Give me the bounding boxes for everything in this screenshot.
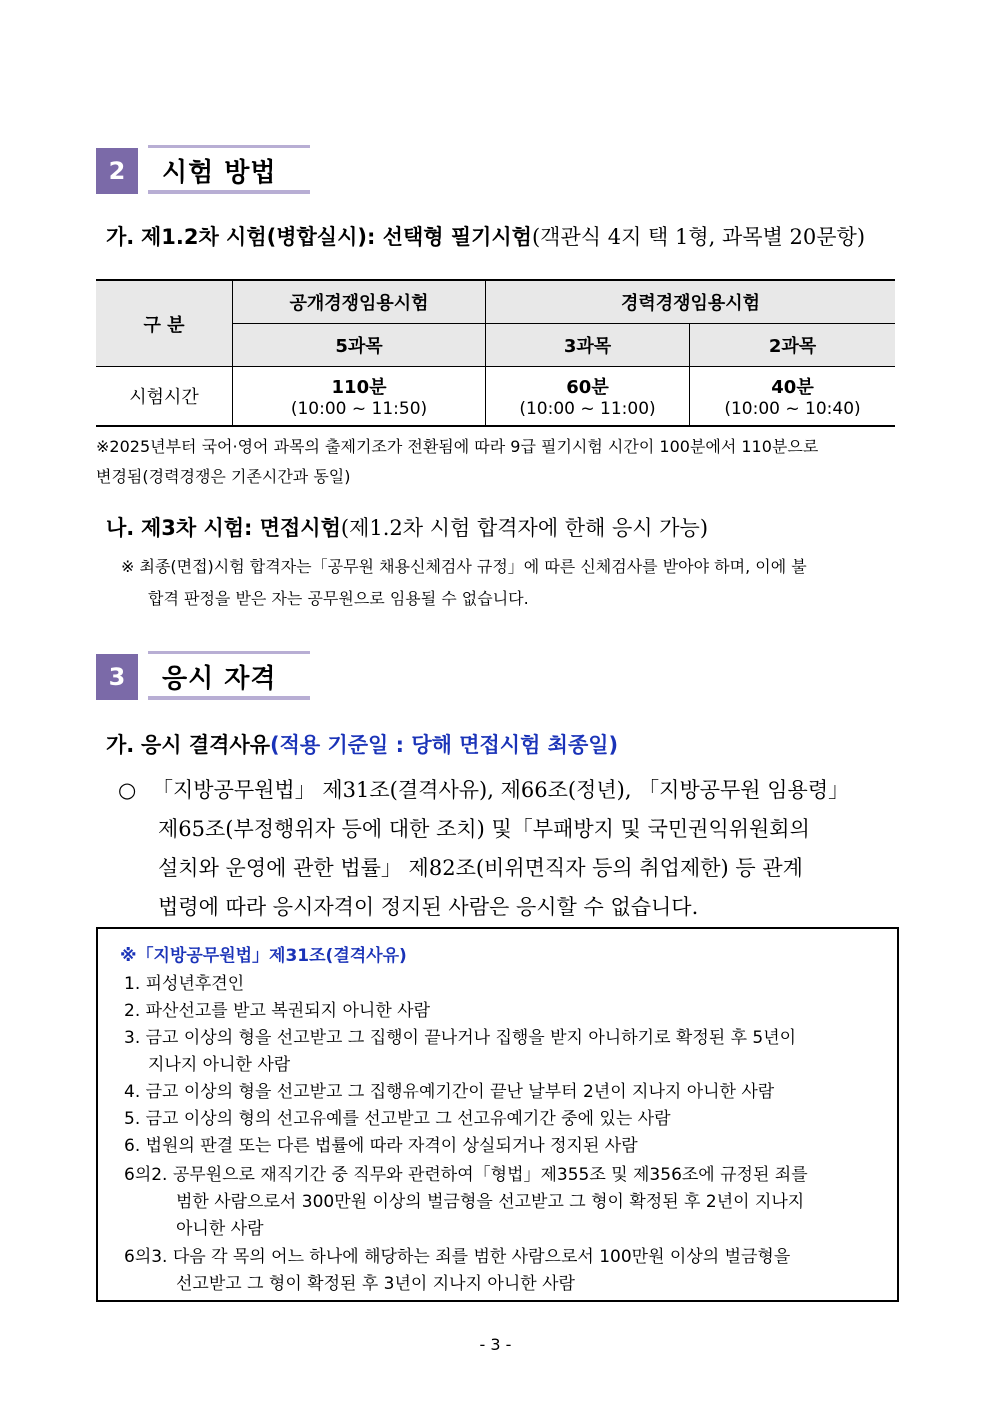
section-2-heading [96, 148, 310, 194]
table-subject-career-2: 2과목 [690, 324, 896, 367]
list-item: 6의3. 다음 각 목의 어느 하나에 해당하는 죄를 범한 사람으로서 100만원 이상의 벌금형을 [124, 1247, 791, 1267]
interview-note-line-1: ※ 최종(면접)시험 합격자는「공무원 채용신체검사 규정」에 따른 신체검사를 받아야 하며, 이에 불 [121, 557, 807, 576]
interview-note-line-2: 합격 판정을 받은 자는 공무원으로 임용될 수 없습니다. [148, 589, 529, 608]
list-item: 6의2. 공무원으로 재직기간 중 직무와 관련하여「형법」제355조 및 제356조에 규정된 죄를 [124, 1165, 808, 1185]
body-line-1: 「지방공무원법」 제31조(결격사유), 제66조(정년), 「지방공무원 임용령」 [152, 778, 850, 802]
table-note-line-2: 변경됨(경력경쟁은 기존시간과 동일) [96, 467, 351, 486]
list-item-continuation: 범한 사람으로서 300만원 이상의 벌금형을 선고받고 그 형이 확정된 후 2년이 지나지 [176, 1192, 805, 1212]
section-3-heading [96, 654, 310, 700]
list-item: 6. 법원의 판결 또는 다른 법률에 따라 자격이 상실되거나 정지된 사람 [124, 1136, 638, 1156]
item-bold-text: 응시 결격사유 [140, 733, 270, 757]
body-line-4: 법령에 따라 응시자격이 정지된 사람은 응시할 수 없습니다. [158, 895, 699, 919]
time-range: (10:00 ~ 11:00) [519, 399, 656, 419]
exam-table [96, 279, 895, 427]
item-label: 가. [106, 733, 135, 757]
section-title: 시험 방법 [148, 148, 310, 192]
time-range: (10:00 ~ 10:40) [724, 399, 861, 419]
table-time-career-1 [486, 367, 690, 427]
list-item-continuation: 아니한 사람 [176, 1219, 264, 1239]
list-item: 4. 금고 이상의 형을 선고받고 그 집행유예기간이 끝난 날부터 2년이 지나지 아니한 사람 [124, 1082, 775, 1102]
item-detail: (객관식 4지 택 1형, 과목별 20문항) [531, 225, 866, 249]
table-time-open [233, 367, 486, 427]
time-minutes: 110분 [331, 377, 387, 398]
law-excerpt-box [96, 927, 899, 1302]
body-line-3: 설치와 운영에 관한 법률」 제82조(비위면직자 등의 취업제한) 등 관계 [158, 856, 803, 880]
table-row-label: 시험시간 [96, 367, 233, 427]
page-number: - 3 - [479, 1335, 512, 1354]
item-bold-text: 제3차 시험: 면접시험 [140, 516, 341, 540]
list-item: 2. 파산선고를 받고 복권되지 아니한 사람 [124, 1001, 430, 1021]
item-written-exam [106, 221, 865, 251]
item-label: 가. [106, 225, 135, 249]
list-item: 3. 금고 이상의 형을 선고받고 그 집행이 끝나거나 집행을 받지 아니하기로 확정된 후 5년이 [124, 1028, 797, 1048]
item-disqualification [106, 729, 618, 759]
box-title: ※「지방공무원법」제31조(결격사유) [120, 946, 407, 966]
list-item-continuation: 선고받고 그 형이 확정된 후 3년이 지나지 아니한 사람 [176, 1274, 575, 1294]
circle-bullet: ○ [118, 778, 137, 802]
table-note-line-1: ※2025년부터 국어·영어 과목의 출제기조가 전환됨에 따라 9급 필기시험 시간이 100분에서 110분으로 [96, 437, 819, 456]
item-reference-date: (적용 기준일 : 당해 면접시험 최종일) [269, 733, 619, 757]
section-number: 3 [96, 654, 138, 700]
item-label: 나. [106, 516, 135, 540]
time-minutes: 60분 [566, 377, 609, 398]
list-item: 1. 피성년후견인 [124, 974, 245, 994]
body-line-2: 제65조(부정행위자 등에 대한 조치) 및「부패방지 및 국민권익위원회의 [158, 817, 810, 841]
section-title: 응시 자격 [148, 654, 310, 698]
item-detail: (제1.2차 시험 합격자에 한해 응시 가능) [340, 516, 709, 540]
item-bold-text: 제1.2차 시험(병합실시): 선택형 필기시험 [140, 225, 532, 249]
table-header-category: 구 분 [96, 280, 233, 367]
time-range: (10:00 ~ 11:50) [290, 399, 428, 419]
list-item: 5. 금고 이상의 형의 선고유예를 선고받고 그 선고유예기간 중에 있는 사람 [124, 1109, 671, 1129]
section-number: 2 [96, 148, 138, 194]
time-minutes: 40분 [771, 377, 814, 398]
item-interview [106, 512, 708, 542]
table-subject-career-1: 3과목 [486, 324, 690, 367]
list-item-continuation: 지나지 아니한 사람 [148, 1055, 291, 1075]
table-header-open: 공개경쟁임용시험 [233, 280, 486, 324]
table-header-career: 경력경쟁임용시험 [486, 280, 896, 324]
table-subject-open: 5과목 [233, 324, 486, 367]
table-time-career-2 [690, 367, 896, 427]
